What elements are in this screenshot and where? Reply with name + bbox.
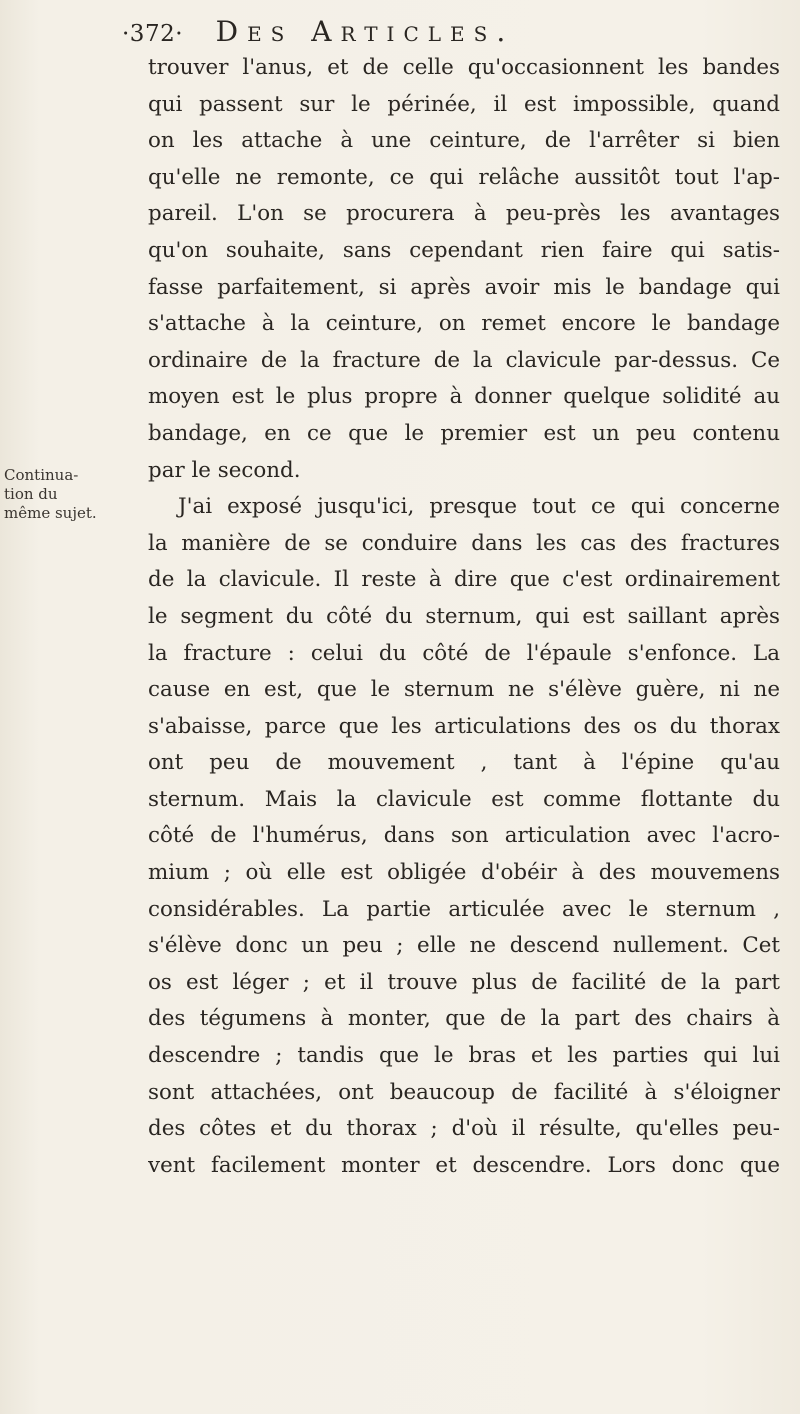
- text-line: on les attache à une ceinture, de l'arrêter si bien: [148, 128, 780, 154]
- text-line: pareil. L'on se procurera à peu-près les avantages: [148, 201, 780, 227]
- margin-note: [4, 466, 144, 523]
- text-line: des tégumens à monter, que de la part des chairs à: [148, 1006, 780, 1032]
- text-line: J'ai exposé jusqu'ici, presque tout ce qui concerne: [178, 494, 780, 520]
- text-line: sont attachées, ont beaucoup de facilité à s'éloigner: [148, 1079, 780, 1105]
- text-line: mium ; où elle est obligée d'obéir à des mouvemens: [148, 860, 780, 886]
- page-header: [122, 14, 782, 50]
- text-line: cause en est, que le sternum ne s'élève guère, ni ne: [148, 677, 780, 703]
- text-line: trouver l'anus, et de celle qu'occasionnent les bandes: [148, 55, 780, 80]
- text-line: par le second.: [148, 457, 301, 483]
- text-line: qu'on souhaite, sans cependant rien faire qui satis-: [148, 237, 780, 263]
- text-line: descendre ; tandis que le bras et les parties qui lui: [148, 1043, 780, 1069]
- text-line: des côtes et du thorax ; d'où il résulte, qu'elles peu-: [148, 1116, 780, 1142]
- margin-note-line: même sujet.: [4, 504, 97, 522]
- text-line: la manière de se conduire dans les cas des fractures: [148, 530, 780, 556]
- text-line: qu'elle ne remonte, ce qui relâche aussitôt tout l'ap-: [148, 164, 780, 190]
- body-text: [148, 50, 780, 1184]
- text-line: la fracture : celui du côté de l'épaule s'enfonce. La: [148, 640, 780, 666]
- page-number: ·372·: [122, 21, 184, 47]
- text-line: s'attache à la ceinture, on remet encore le bandage: [148, 311, 780, 337]
- text-line: le segment du côté du sternum, qui est saillant après: [148, 603, 780, 629]
- text-line: moyen est le plus propre à donner quelque solidité au: [148, 384, 780, 410]
- margin-note-line: Continua-: [4, 466, 79, 484]
- text-line: os est léger ; et il trouve plus de facilité de la part: [148, 969, 780, 995]
- text-line: vent facilement monter et descendre. Lors donc que: [148, 1152, 780, 1178]
- text-line: côté de l'humérus, dans son articulation avec l'acro-: [148, 823, 780, 849]
- text-line: sternum. Mais la clavicule est comme flottante du: [148, 786, 780, 812]
- text-line: ordinaire de la fracture de la clavicule par-dessus. Ce: [148, 347, 780, 373]
- text-line: considérables. La partie articulée avec le sternum ,: [148, 896, 780, 922]
- margin-note-line: tion du: [4, 485, 58, 503]
- text-line: bandage, en ce que le premier est un peu contenu: [148, 420, 780, 446]
- text-line: ont peu de mouvement , tant à l'épine qu'au: [148, 750, 780, 776]
- text-line: de la clavicule. Il reste à dire que c'est ordinairement: [148, 567, 780, 593]
- text-line: qui passent sur le périnée, il est impossible, quand: [148, 91, 780, 117]
- text-line: s'abaisse, parce que les articulations des os du thorax: [148, 713, 780, 739]
- running-title: Des Articles.: [215, 15, 515, 48]
- text-line: s'élève donc un peu ; elle ne descend nullement. Cet: [148, 933, 780, 959]
- text-line: fasse parfaitement, si après avoir mis le bandage qui: [148, 274, 780, 300]
